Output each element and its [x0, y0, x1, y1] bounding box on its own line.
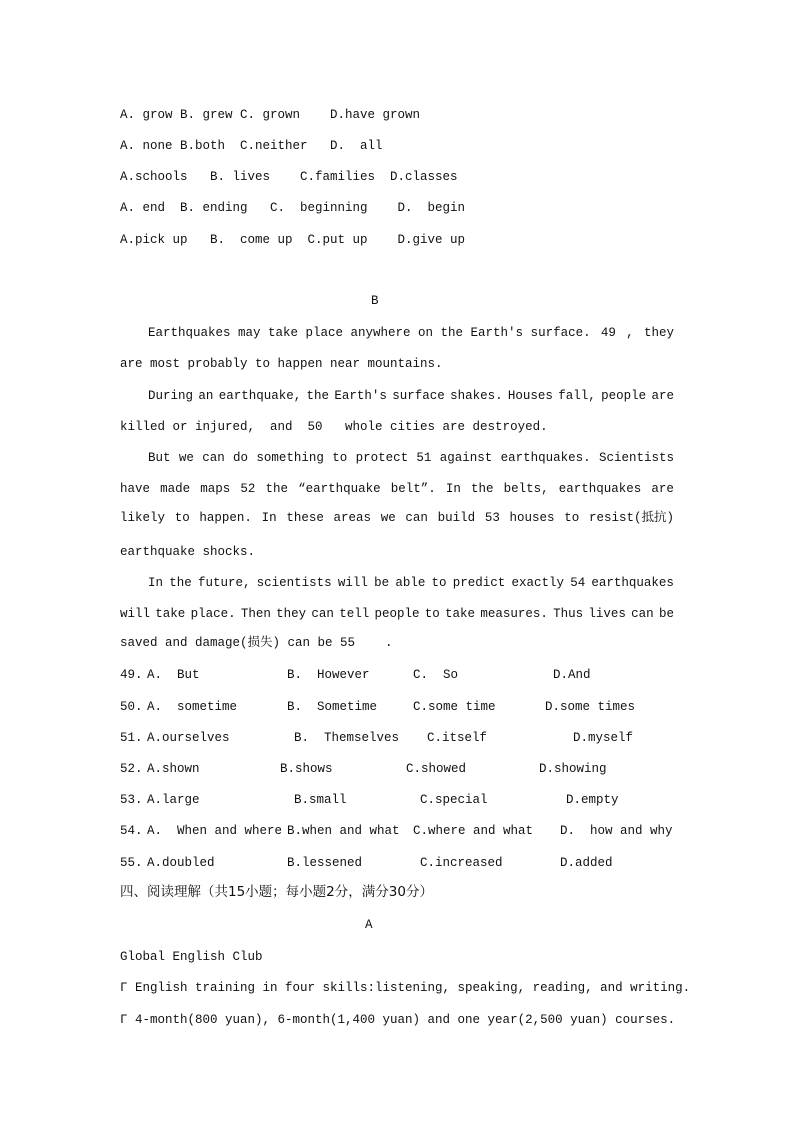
p3-line4: earthquake shocks. [120, 545, 256, 559]
word: an [198, 389, 214, 403]
word: be [658, 607, 674, 621]
section-four-heading: A [365, 918, 373, 932]
word: we [380, 511, 396, 525]
word: protect [355, 451, 409, 465]
word: are [651, 482, 674, 496]
option-line-2: A. none B.both C.neither D. all [120, 139, 383, 153]
option-c: C. So [413, 668, 459, 682]
option-line-1: A. grow B. grew C. grown D.have grown [120, 108, 421, 122]
word: earthquakes [558, 482, 642, 496]
blank-49: 49 [600, 326, 616, 340]
word: maps [200, 482, 231, 496]
option-d: D.empty [566, 793, 619, 807]
word: to [431, 576, 447, 590]
option-b: B. Sometime [287, 700, 378, 714]
word: Houses [507, 389, 553, 403]
option-d: D.added [560, 856, 613, 870]
word: earthquakes [591, 576, 674, 590]
p1-line1 [148, 325, 674, 341]
option-b: B.lessened [287, 856, 363, 870]
question-number: 53. [120, 793, 143, 807]
word: they [276, 607, 307, 621]
question-number: 49. [120, 668, 143, 682]
option-line-3: A.schools B. lives C.families D.classes [120, 170, 458, 184]
word: houses [509, 511, 555, 525]
word: 52 [240, 482, 256, 496]
word: shakes. [450, 389, 503, 403]
p2-line1 [148, 388, 674, 404]
p2-line2: killed or injured, and 50 whole cities are destroyed. [120, 420, 548, 434]
word: to [332, 451, 348, 465]
word: to [564, 511, 580, 525]
option-c: C.special [420, 793, 488, 807]
option-b: B. Themselves [294, 731, 400, 745]
option-a: A. But [147, 668, 200, 682]
option-a: A.ourselves [147, 731, 230, 745]
section-b-heading: B [371, 294, 379, 308]
word: tell [339, 607, 370, 621]
word: can [631, 607, 654, 621]
question-number: 52. [120, 762, 143, 776]
p3-line2 [120, 481, 674, 497]
word: made [160, 482, 191, 496]
word: take [155, 607, 186, 621]
option-d: D.some times [545, 700, 636, 714]
word: Earth's [334, 389, 387, 403]
club-name: Global English Club [120, 950, 263, 964]
word: happen. [199, 511, 252, 525]
option-b: B.when and what [287, 824, 400, 838]
option-a: A.doubled [147, 856, 215, 870]
word: the [265, 482, 289, 496]
word: predict [452, 576, 506, 590]
word: the [169, 576, 192, 590]
word: build [437, 511, 476, 525]
option-a: A. sometime [147, 700, 238, 714]
p3-line1 [148, 450, 674, 466]
option-d: D.showing [539, 762, 607, 776]
word: 53 [484, 511, 500, 525]
word: During [148, 389, 194, 403]
word: can [202, 451, 225, 465]
word: these [286, 511, 324, 525]
option-line-5: A.pick up B. come up C.put up D.give up [120, 233, 466, 247]
word: lives [588, 607, 626, 621]
word: we [178, 451, 194, 465]
word: the [306, 389, 330, 403]
word: In [148, 576, 164, 590]
p4-line2 [120, 606, 674, 622]
question-number: 54. [120, 824, 143, 838]
club-bullet-2: Γ 4-month(800 yuan), 6-month(1,400 yuan) and one year(2,500 yuan) courses. [120, 1013, 676, 1027]
word: Scientists [598, 451, 674, 465]
word: the [471, 482, 494, 496]
word: have [120, 482, 151, 496]
word: to [174, 511, 190, 525]
word: place. [190, 607, 236, 621]
word: surface [392, 389, 445, 403]
word: earthquakes. [500, 451, 591, 465]
word: to [424, 607, 440, 621]
option-b: B.small [294, 793, 347, 807]
option-d: D.And [553, 668, 591, 682]
word: But [148, 451, 171, 465]
word: something [256, 451, 324, 465]
word: Then [240, 607, 271, 621]
word: areas [333, 511, 372, 525]
word: be [374, 576, 390, 590]
option-c: C.increased [420, 856, 503, 870]
word: will [337, 576, 368, 590]
p4-line3: saved and damage(损失) can be 55 . [120, 636, 393, 650]
word: fall, [558, 389, 596, 403]
option-c: C.where and what [413, 824, 534, 838]
club-bullet-1: Γ English training in four skills:listening, speaking, reading, and writing. [120, 981, 691, 995]
option-c: C.showed [406, 762, 467, 776]
question-number: 51. [120, 731, 143, 745]
option-a: A.shown [147, 762, 200, 776]
word: do [233, 451, 249, 465]
p1-they: they [643, 326, 674, 340]
option-c: C.some time [413, 700, 496, 714]
option-d: D.myself [573, 731, 634, 745]
word: people [374, 607, 420, 621]
word: belt”. [390, 482, 436, 496]
word: exactly [511, 576, 564, 590]
option-a: A.large [147, 793, 200, 807]
option-line-4: A. end B. ending C. beginning D. begin [120, 201, 466, 215]
word: In [445, 482, 461, 496]
p3-line3 [120, 510, 674, 526]
word: Thus [553, 607, 584, 621]
p1-comma: , [626, 326, 634, 340]
question-number: 50. [120, 700, 143, 714]
word: 54 [570, 576, 586, 590]
word: likely [120, 511, 166, 525]
word: measures. [480, 607, 548, 621]
word: resist(抵抗) [588, 511, 674, 525]
word: 51 [416, 451, 432, 465]
option-b: B.shows [280, 762, 333, 776]
p1-text: Earthquakes may take place anywhere on the Earth's surface. [148, 326, 591, 340]
word: people [601, 389, 647, 403]
question-number: 55. [120, 856, 143, 870]
word: In [261, 511, 277, 525]
word: can [311, 607, 334, 621]
word: against [439, 451, 493, 465]
word: “earthquake [298, 482, 381, 496]
word: belts, [503, 482, 549, 496]
section-four-title: 四、阅读理解（共15小题；每小题2分，满分30分） [120, 884, 433, 900]
option-a: A. When and where [147, 824, 283, 838]
word: earthquake, [218, 389, 302, 403]
word: able [395, 576, 426, 590]
word: future, [197, 576, 251, 590]
option-b: B. However [287, 668, 370, 682]
word: take [445, 607, 476, 621]
option-c: C.itself [427, 731, 488, 745]
word: will [120, 607, 151, 621]
p1-line2: are most probably to happen near mountains. [120, 357, 443, 371]
word: scientists [256, 576, 332, 590]
word: can [405, 511, 428, 525]
option-d: D. how and why [560, 824, 673, 838]
p4-line1 [148, 575, 674, 591]
word: are [651, 389, 674, 403]
